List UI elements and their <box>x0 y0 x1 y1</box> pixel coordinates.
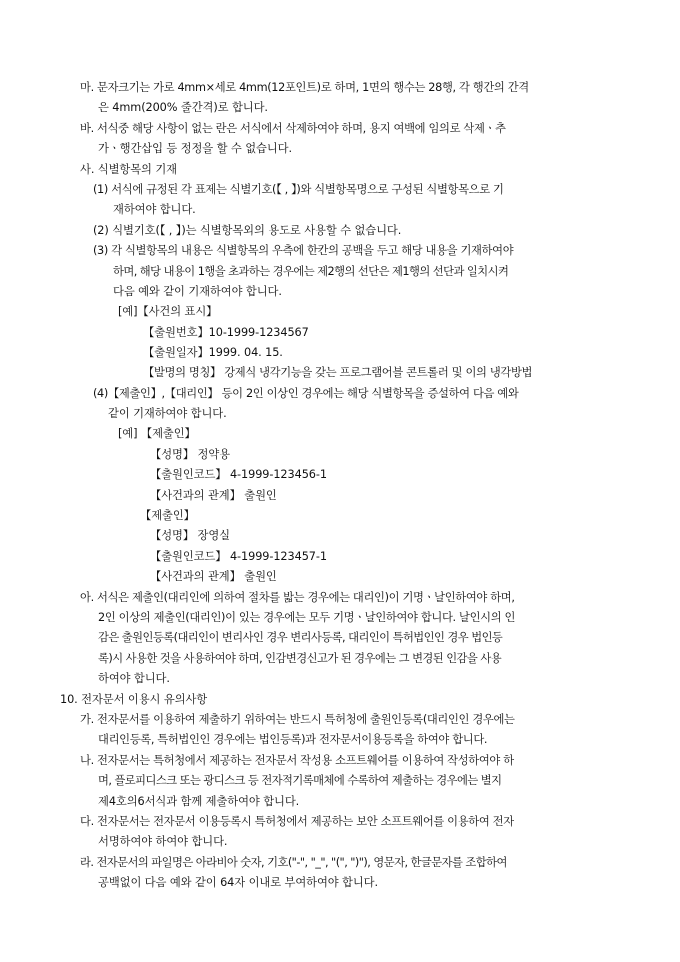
item-sa-heading: 사. 식별항목의 기재 <box>80 163 177 176</box>
item-na-line-3: 제4호의6서식과 함께 제출하여야 합니다. <box>98 795 300 808</box>
example-1-invention-title: 【발명의 명칭】 강제식 냉각기능을 갖는 프로그램어블 콘트롤러 및 이의 냉각방법 <box>143 366 533 379</box>
item-ba-line-1: 바. 서식중 해당 사항이 없는 란은 서식에서 삭제하여야 하며, 용지 여백에 임의로 삭제ㆍ추 <box>80 122 506 135</box>
item-na-line-2: 며, 플로피디스크 또는 광디스크 등 전자적기록매체에 수록하여 제출하는 경우에는 별지 <box>98 774 502 787</box>
example-2-label: [예] 【제출인】 <box>118 427 196 440</box>
example-2-name-1: 【성명】 정약용 <box>150 448 230 461</box>
example-2-name-2: 【성명】 장영실 <box>150 529 230 542</box>
sub-3-line-1: (3) 각 식별항목의 내용은 식별항목의 우측에 한칸의 공백을 두고 해당 내용을 기재하여야 <box>93 244 514 257</box>
example-2-relation-2: 【사건과의 관계】 출원인 <box>150 570 277 583</box>
sub-1-line-1: (1) 서식에 규정된 각 표제는 식별기호(【 , 】)와 식별항목명으로 구성된 식별항목으로 기 <box>93 183 504 196</box>
item-a-line-5: 하여야 합니다. <box>98 672 170 685</box>
sub-2-line-1: (2) 식별기호(【 , 】)는 식별항목외의 용도로 사용할 수 없습니다. <box>93 224 402 237</box>
example-1-app-number: 【출원번호】10-1999-1234567 <box>143 326 309 339</box>
example-1-app-date: 【출원일자】1999. 04. 15. <box>143 346 283 359</box>
sub-3-line-2: 하며, 해당 내용이 1행을 초과하는 경우에는 제2행의 선단은 제1행의 선단과 일치시켜 <box>113 265 509 278</box>
sub-4-line-2: 같이 기재하여야 합니다. <box>108 407 227 420</box>
example-2-relation-1: 【사건과의 관계】 출원인 <box>150 489 277 502</box>
example-2-code-1: 【출원인코드】 4-1999-123456-1 <box>150 468 327 481</box>
item-ga-line-2: 대리인등록, 특허법인인 경우에는 법인등록)과 전자문서이용등록을 하여야 합니다. <box>98 733 488 746</box>
example-2-code-2: 【출원인코드】 4-1999-123457-1 <box>150 550 327 563</box>
example-2-submitter-2: 【제출인】 <box>140 509 195 522</box>
item-a-line-3: 감은 출원인등록(대리인이 변리사인 경우 변리사등록, 대리인이 특허법인인 경우 법인등 <box>98 631 503 644</box>
sub-1-line-2: 재하여야 합니다. <box>113 203 196 216</box>
item-a-line-2: 2인 이상의 제출인(대리인)이 있는 경우에는 모두 기명ㆍ날인하여야 합니다. 날인시의 인 <box>98 611 516 624</box>
item-a-line-4: 록)시 사용한 것을 사용하여야 하며, 인감변경신고가 된 경우에는 그 변경된 인감을 사용 <box>98 652 502 665</box>
sub-4-line-1: (4)【제출인】,【대리인】 등이 2인 이상인 경우에는 해당 식별항목을 증설하여 다음 예와 <box>93 387 519 400</box>
item-da-line-1: 다. 전자문서는 전자문서 이용등록시 특허청에서 제공하는 보안 소프트웨어를 이용하여 전자 <box>80 815 514 828</box>
item-ma-line-2: 은 4mm(200% 줄간격)로 합니다. <box>98 101 268 114</box>
item-ra-line-1: 라. 전자문서의 파일명은 아라비아 숫자, 기호("-", "_", "(", ")"), 영문자, 한글문자를 조합하여 <box>80 856 507 869</box>
item-a-line-1: 아. 서식은 제출인(대리인에 의하여 절차를 밟는 경우에는 대리인)이 기명ㆍ날인하여야 하며, <box>80 591 515 604</box>
item-da-line-2: 서명하여야 하여야 합니다. <box>98 835 228 848</box>
example-1-label: [예]【사건의 표시】 <box>118 305 218 318</box>
section-10-heading: 10. 전자문서 이용시 유의사항 <box>60 693 208 706</box>
item-ma-line-1: 마. 문자크기는 가로 4mm×세로 4mm(12포인트)로 하며, 1면의 행수는 28행, 각 행간의 간격 <box>80 81 529 94</box>
item-ga-line-1: 가. 전자문서를 이용하여 제출하기 위하여는 반드시 특허청에 출원인등록(대리인인 경우에는 <box>80 713 515 726</box>
item-na-line-1: 나. 전자문서는 특허청에서 제공하는 전자문서 작성용 소프트웨어를 이용하여 작성하여야 하 <box>80 754 514 767</box>
item-ra-line-2: 공백없이 다음 예와 같이 64자 이내로 부여하여야 합니다. <box>98 876 378 889</box>
sub-3-line-3: 다음 예와 같이 기재하여야 합니다. <box>113 285 282 298</box>
item-ba-line-2: 가ㆍ행간삽입 등 정정을 할 수 없습니다. <box>98 142 292 155</box>
